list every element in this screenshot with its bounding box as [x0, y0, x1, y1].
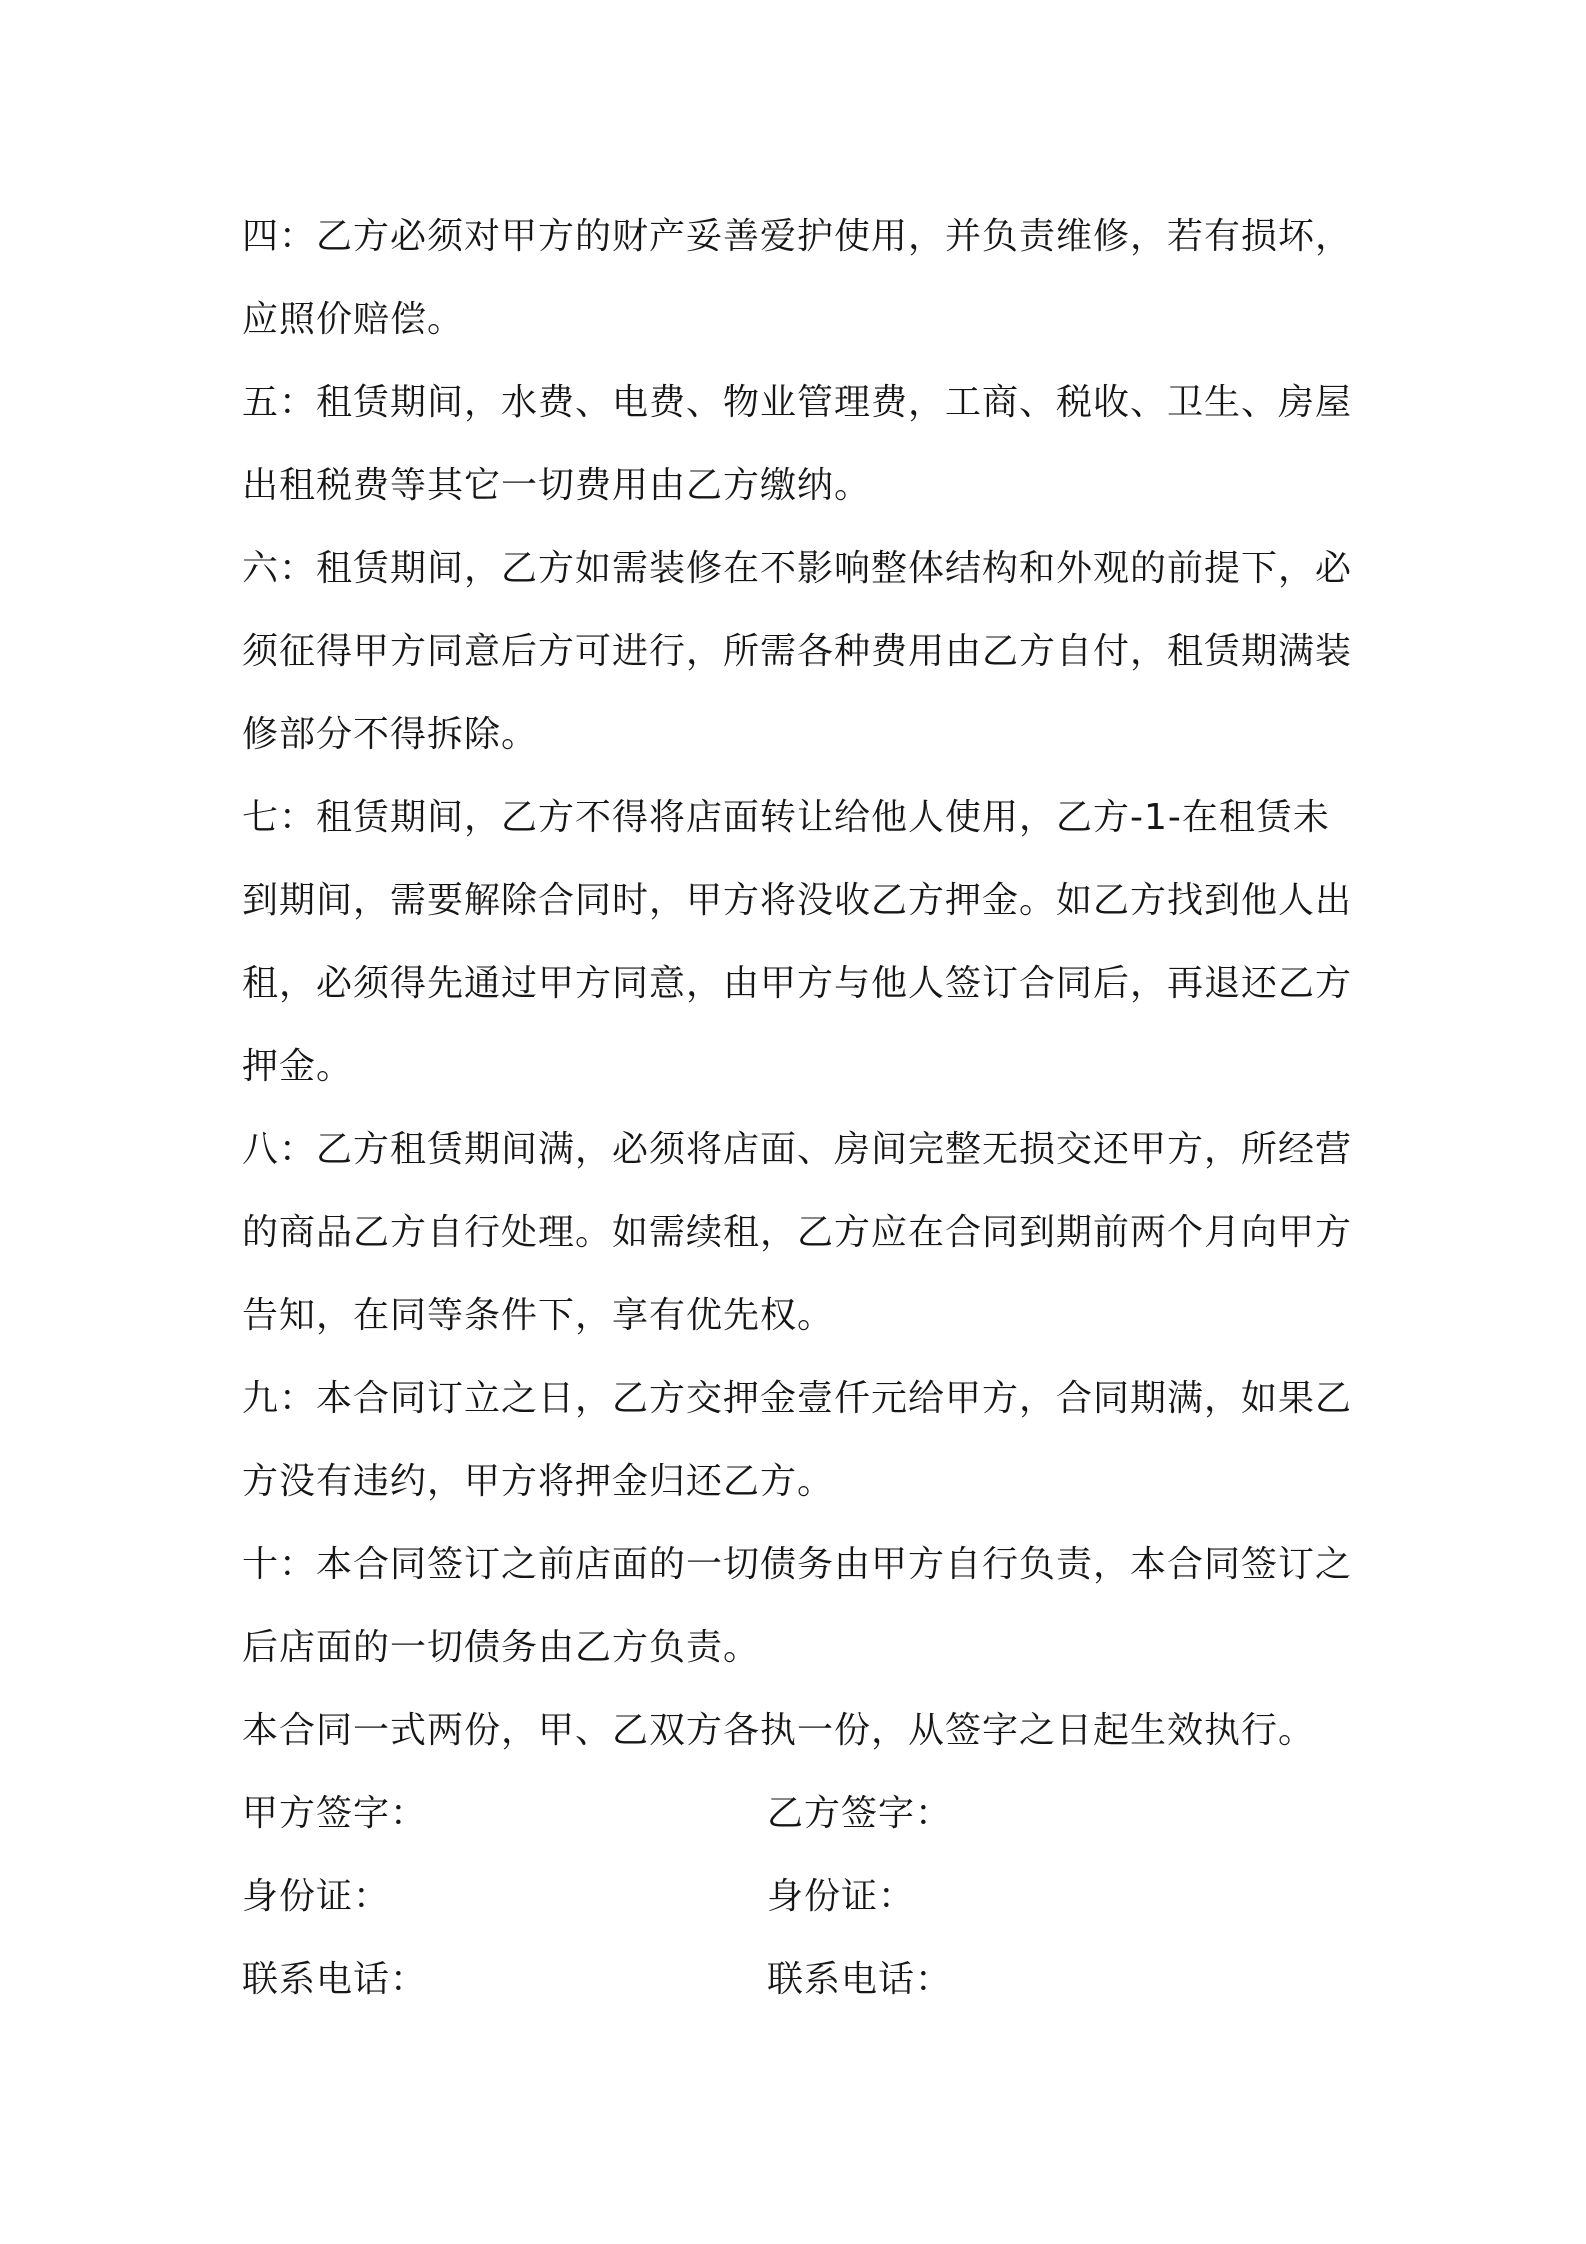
- clause-7: 七：租赁期间，乙方不得将店面转让给他人使用，乙方-1-在租赁未到期间，需要解除合同时，甲方将没收乙方押金。如乙方找到他人出租，必须得先通过甲方同意，由甲方与他人签订合同后，再退还乙方押金。: [242, 797, 1353, 1087]
- party-b-signature-label: 乙方签字：: [767, 1793, 953, 1834]
- party-b-id-label: 身份证：: [767, 1876, 916, 1917]
- party-a-phone-label: 联系电话：: [242, 1959, 428, 2000]
- phone-row: [242, 1938, 1362, 2021]
- signature-row: [242, 1772, 1362, 1855]
- party-b-phone-label: 联系电话：: [767, 1959, 953, 2000]
- clause-10: 十：本合同签订之前店面的一切债务由甲方自行负责，本合同签订之后店面的一切债务由乙方负责。: [242, 1544, 1353, 1668]
- document-body: [242, 195, 1362, 2021]
- party-a-id-label: 身份证：: [242, 1876, 391, 1917]
- clause-6: 六：租赁期间，乙方如需装修在不影响整体结构和外观的前提下，必须征得甲方同意后方可进行，所需各种费用由乙方自付，租赁期满装修部分不得拆除。: [242, 548, 1353, 755]
- clause-9: 九：本合同订立之日，乙方交押金壹仟元给甲方，合同期满，如果乙方没有违约，甲方将押金归还乙方。: [242, 1378, 1353, 1502]
- party-a-signature-label: 甲方签字：: [242, 1793, 428, 1834]
- clause-4: 四：乙方必须对甲方的财产妥善爱护使用，并负责维修，若有损坏，应照价赔偿。: [242, 216, 1353, 340]
- clause-8: 八：乙方租赁期间满，必须将店面、房间完整无损交还甲方，所经营的商品乙方自行处理。如需续租，乙方应在合同到期前两个月向甲方告知，在同等条件下，享有优先权。: [242, 1129, 1353, 1336]
- clause-5: 五：租赁期间，水费、电费、物业管理费，工商、税收、卫生、房屋出租税费等其它一切费用由乙方缴纳。: [242, 382, 1353, 506]
- id-row: [242, 1855, 1362, 1938]
- signature-block: [242, 1772, 1362, 2021]
- closing-statement: 本合同一式两份，甲、乙双方各执一份，从签字之日起生效执行。: [242, 1710, 1316, 1751]
